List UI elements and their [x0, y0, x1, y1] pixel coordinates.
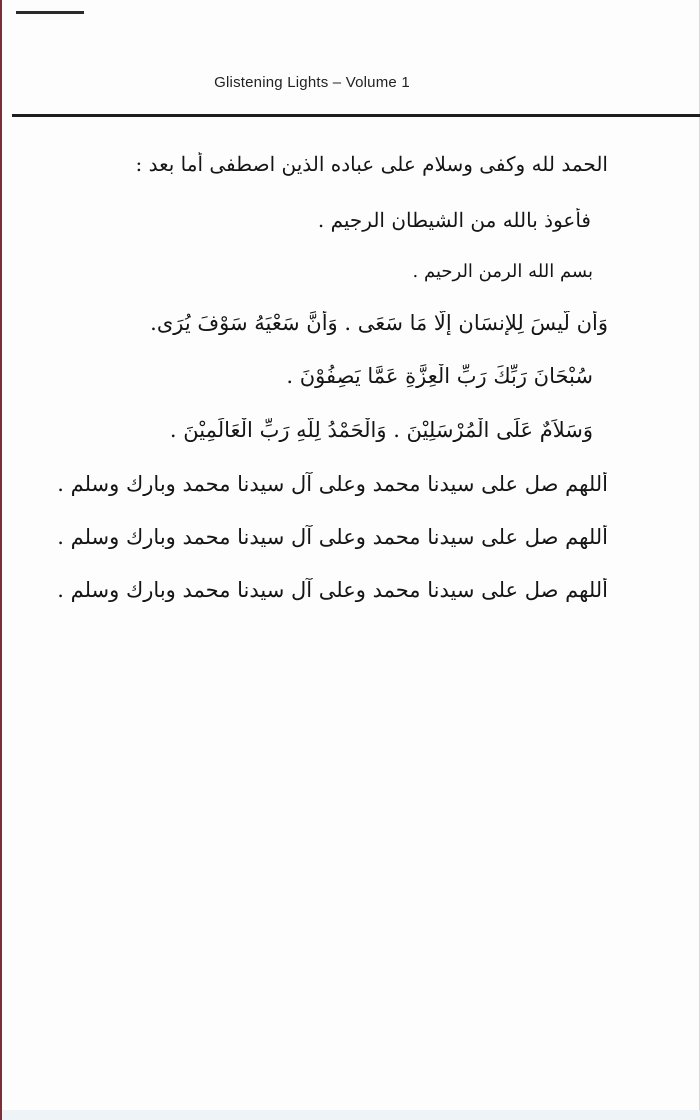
text-line-verse-salam: وَسَلاَمٌ عَلَى الْمُرْسَلِيْنَ . وَالْحَمْدُ لِلَّهِ رَبِّ الْعَالَمِيْنَ .	[169, 418, 593, 442]
page-header-title: Glistening Lights – Volume 1	[214, 74, 410, 91]
text-line-verse-subhana: سُبْحَانَ رَبِّكَ رَبِّ الْعِزَّةِ عَمَّا يَصِفُوْنَ .	[286, 364, 593, 388]
text-line-salawat-1: أللهم صل على سيدنا محمد وعلى آل سيدنا محمد وبارك وسلم .	[57, 472, 608, 496]
text-line-istiadha: فأعوذ بالله من الشيطان الرجيم .	[317, 208, 591, 232]
top-corner-rule	[16, 11, 84, 14]
page-bottom-edge	[2, 1110, 700, 1120]
text-line-salawat-2: أللهم صل على سيدنا محمد وعلى آل سيدنا محمد وبارك وسلم .	[57, 525, 608, 549]
text-line-basmala: بسم الله الرمن الرحيم .	[412, 261, 593, 282]
text-line-salawat-3: أللهم صل على سيدنا محمد وعلى آل سيدنا محمد وبارك وسلم .	[57, 578, 608, 602]
text-line-verse-najm: وَأن لَّيسَ لِلإِنسَانِ إِلَّا مَا سَعَى . وَأَنَّ سَعْيَهُ سَوْفَ يُرَى.	[150, 311, 608, 335]
text-line-hamd: الحمد لله وكفى وسلام على عباده الذين اصطفى أما بعد :	[135, 152, 608, 176]
header-divider	[12, 114, 700, 117]
